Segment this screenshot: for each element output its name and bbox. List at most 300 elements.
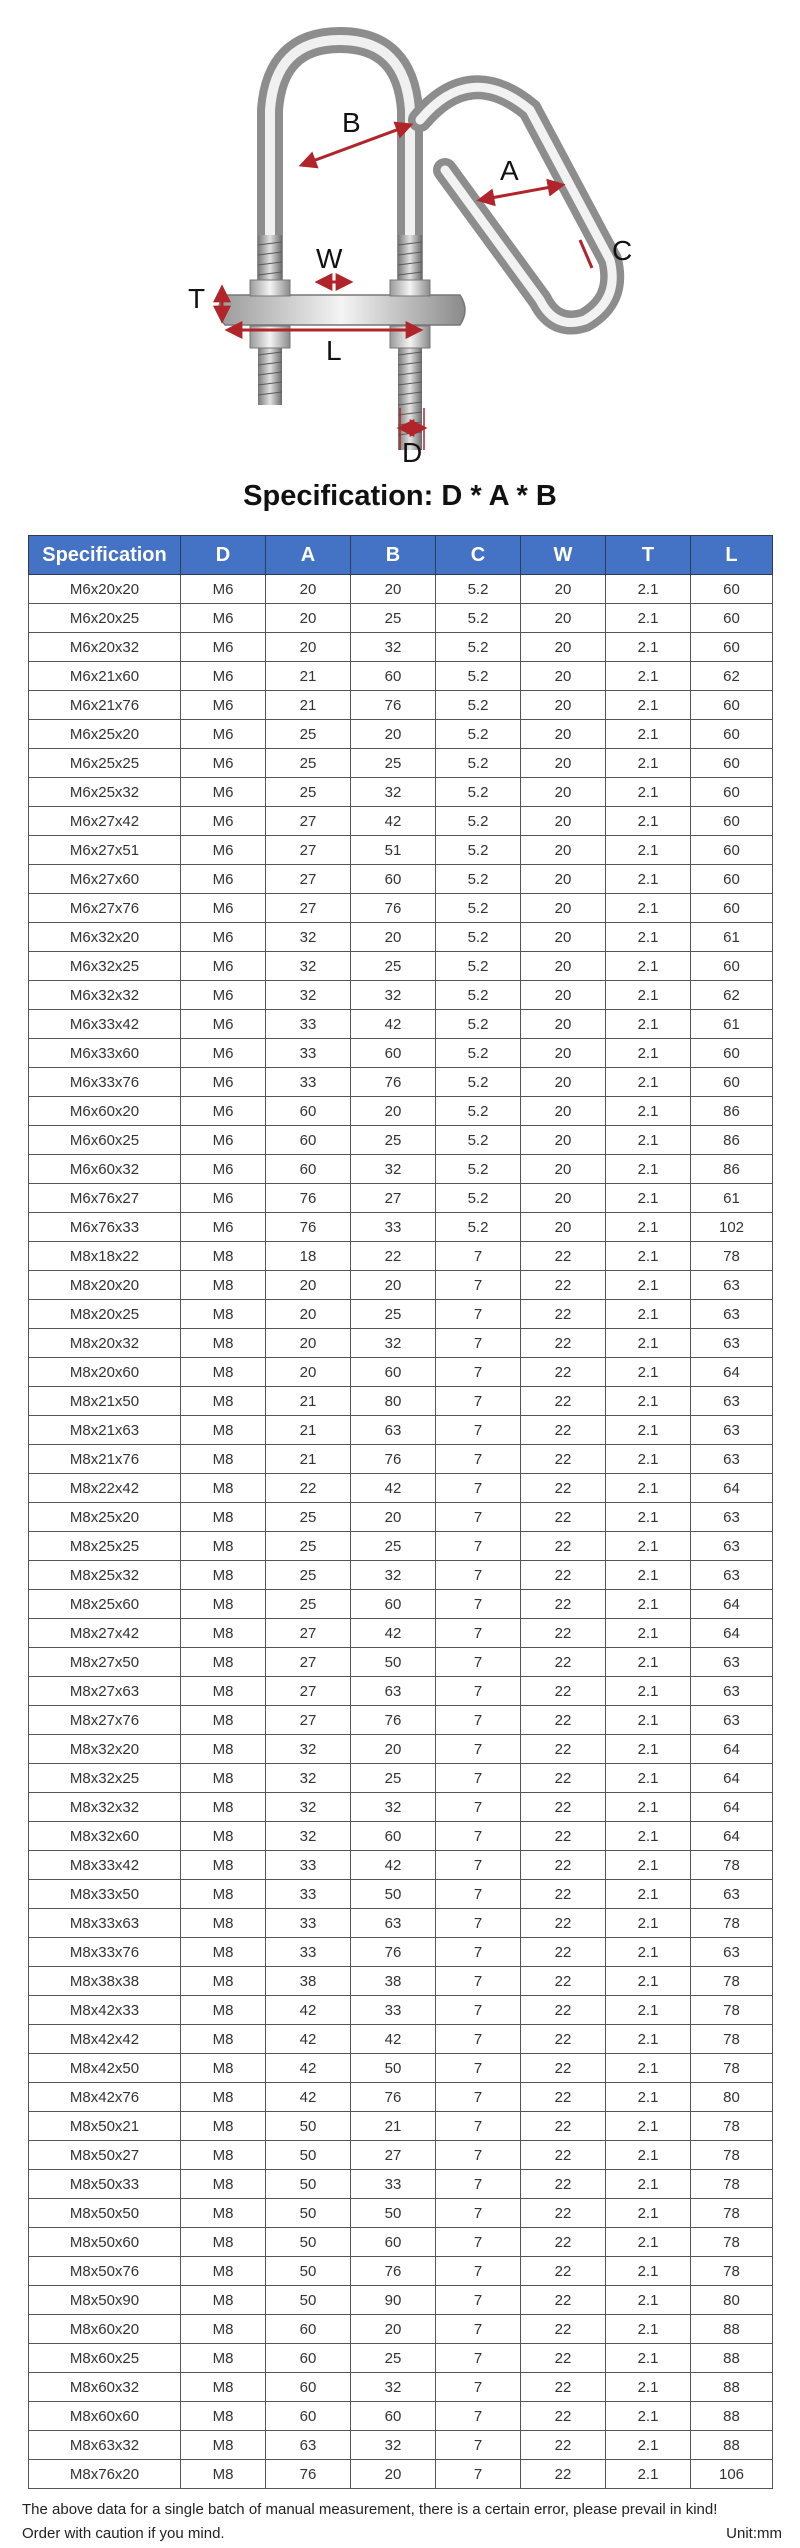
table-cell-specification: M8x33x76 [29, 1938, 181, 1967]
table-cell-c: 7 [436, 2460, 521, 2489]
table-cell-specification: M8x60x32 [29, 2373, 181, 2402]
table-cell-l: 63 [691, 1445, 773, 1474]
table-row [29, 1068, 773, 1097]
table-cell-specification: M8x27x50 [29, 1648, 181, 1677]
table-cell-l: 63 [691, 1648, 773, 1677]
table-cell-l: 88 [691, 2315, 773, 2344]
table-cell-d: M8 [181, 2344, 266, 2373]
table-cell-t: 2.1 [606, 2402, 691, 2431]
table-cell-t: 2.1 [606, 1793, 691, 1822]
table-cell-l: 106 [691, 2460, 773, 2489]
table-row [29, 865, 773, 894]
table-cell-w: 22 [521, 2228, 606, 2257]
table-cell-b: 20 [351, 1735, 436, 1764]
table-cell-l: 63 [691, 1880, 773, 1909]
table-cell-d: M6 [181, 1184, 266, 1213]
table-cell-b: 32 [351, 1155, 436, 1184]
table-cell-c: 7 [436, 2257, 521, 2286]
table-row [29, 894, 773, 923]
table-cell-a: 25 [266, 1503, 351, 1532]
table-cell-specification: M8x42x50 [29, 2054, 181, 2083]
table-cell-a: 76 [266, 1184, 351, 1213]
table-cell-c: 7 [436, 1938, 521, 1967]
disclaimer-text: The above data for a single batch of manual measurement, there is a certain error, please prevail in kind! [22, 2501, 718, 2518]
table-cell-l: 64 [691, 1735, 773, 1764]
table-cell-c: 7 [436, 1909, 521, 1938]
table-cell-l: 78 [691, 1996, 773, 2025]
table-cell-l: 63 [691, 1706, 773, 1735]
table-row [29, 1329, 773, 1358]
table-cell-c: 5.2 [436, 778, 521, 807]
table-cell-specification: M6x60x32 [29, 1155, 181, 1184]
table-cell-d: M8 [181, 1445, 266, 1474]
table-cell-d: M8 [181, 2286, 266, 2315]
table-cell-c: 7 [436, 2025, 521, 2054]
table-cell-l: 78 [691, 2054, 773, 2083]
table-cell-d: M8 [181, 1706, 266, 1735]
table-cell-w: 22 [521, 2344, 606, 2373]
table-cell-c: 7 [436, 1648, 521, 1677]
table-row [29, 1996, 773, 2025]
table-cell-specification: M8x22x42 [29, 1474, 181, 1503]
table-cell-w: 20 [521, 633, 606, 662]
table-row [29, 720, 773, 749]
table-cell-t: 2.1 [606, 1735, 691, 1764]
table-cell-specification: M8x25x32 [29, 1561, 181, 1590]
table-cell-w: 22 [521, 2083, 606, 2112]
table-cell-c: 7 [436, 1300, 521, 1329]
table-cell-a: 27 [266, 894, 351, 923]
table-cell-t: 2.1 [606, 1619, 691, 1648]
table-cell-l: 62 [691, 662, 773, 691]
table-cell-t: 2.1 [606, 2460, 691, 2489]
table-cell-d: M8 [181, 1822, 266, 1851]
table-cell-t: 2.1 [606, 604, 691, 633]
table-cell-t: 2.1 [606, 1155, 691, 1184]
table-cell-specification: M6x76x33 [29, 1213, 181, 1242]
table-cell-w: 22 [521, 1880, 606, 1909]
table-cell-d: M8 [181, 2315, 266, 2344]
table-cell-t: 2.1 [606, 1010, 691, 1039]
table-cell-w: 20 [521, 720, 606, 749]
table-cell-d: M6 [181, 1097, 266, 1126]
table-row [29, 1300, 773, 1329]
table-cell-c: 7 [436, 2228, 521, 2257]
table-cell-a: 32 [266, 1793, 351, 1822]
table-row [29, 1822, 773, 1851]
table-cell-l: 63 [691, 1532, 773, 1561]
table-row [29, 1851, 773, 1880]
table-cell-l: 60 [691, 575, 773, 604]
table-cell-d: M6 [181, 1213, 266, 1242]
table-cell-b: 60 [351, 662, 436, 691]
table-cell-b: 50 [351, 1880, 436, 1909]
table-cell-l: 60 [691, 633, 773, 662]
table-cell-w: 22 [521, 1822, 606, 1851]
table-cell-w: 22 [521, 1503, 606, 1532]
table-cell-w: 22 [521, 1851, 606, 1880]
table-cell-specification: M6x20x20 [29, 575, 181, 604]
table-cell-b: 20 [351, 1097, 436, 1126]
table-cell-specification: M8x20x32 [29, 1329, 181, 1358]
table-cell-l: 61 [691, 1184, 773, 1213]
table-cell-c: 7 [436, 1822, 521, 1851]
table-cell-c: 5.2 [436, 662, 521, 691]
table-cell-a: 20 [266, 1329, 351, 1358]
table-cell-c: 7 [436, 1764, 521, 1793]
table-cell-d: M6 [181, 633, 266, 662]
table-cell-d: M8 [181, 2431, 266, 2460]
table-cell-specification: M8x20x60 [29, 1358, 181, 1387]
table-cell-w: 22 [521, 1416, 606, 1445]
table-cell-t: 2.1 [606, 2257, 691, 2286]
table-cell-c: 7 [436, 1590, 521, 1619]
table-cell-w: 22 [521, 1300, 606, 1329]
table-cell-b: 50 [351, 2199, 436, 2228]
table-cell-a: 42 [266, 2083, 351, 2112]
table-cell-specification: M6x76x27 [29, 1184, 181, 1213]
table-row [29, 1039, 773, 1068]
table-cell-w: 20 [521, 894, 606, 923]
table-cell-w: 22 [521, 1967, 606, 1996]
table-cell-c: 7 [436, 1474, 521, 1503]
table-cell-a: 50 [266, 2286, 351, 2315]
label-w: W [316, 243, 343, 274]
table-cell-b: 25 [351, 749, 436, 778]
table-cell-specification: M8x60x60 [29, 2402, 181, 2431]
table-cell-b: 76 [351, 1068, 436, 1097]
table-cell-l: 60 [691, 720, 773, 749]
table-cell-a: 38 [266, 1967, 351, 1996]
table-cell-a: 25 [266, 778, 351, 807]
table-cell-specification: M6x25x25 [29, 749, 181, 778]
table-cell-d: M8 [181, 1329, 266, 1358]
table-cell-c: 7 [436, 2286, 521, 2315]
table-cell-a: 32 [266, 952, 351, 981]
table-cell-d: M8 [181, 1938, 266, 1967]
table-cell-l: 60 [691, 691, 773, 720]
table-cell-specification: M6x21x76 [29, 691, 181, 720]
table-row [29, 2170, 773, 2199]
table-cell-d: M8 [181, 1474, 266, 1503]
table-row [29, 1938, 773, 1967]
table-row [29, 1735, 773, 1764]
table-cell-w: 22 [521, 1532, 606, 1561]
table-cell-t: 2.1 [606, 1358, 691, 1387]
table-cell-d: M8 [181, 1648, 266, 1677]
table-cell-w: 22 [521, 1764, 606, 1793]
table-cell-a: 60 [266, 1155, 351, 1184]
table-cell-d: M6 [181, 1039, 266, 1068]
table-cell-t: 2.1 [606, 2431, 691, 2460]
table-cell-d: M8 [181, 1300, 266, 1329]
table-cell-l: 88 [691, 2344, 773, 2373]
table-cell-t: 2.1 [606, 894, 691, 923]
table-cell-c: 7 [436, 1532, 521, 1561]
table-cell-w: 20 [521, 604, 606, 633]
table-cell-w: 20 [521, 575, 606, 604]
table-cell-a: 33 [266, 1010, 351, 1039]
table-cell-t: 2.1 [606, 981, 691, 1010]
table-cell-a: 60 [266, 1126, 351, 1155]
table-cell-c: 7 [436, 1851, 521, 1880]
table-cell-b: 25 [351, 1764, 436, 1793]
table-row [29, 981, 773, 1010]
table-cell-c: 5.2 [436, 749, 521, 778]
table-cell-specification: M8x50x76 [29, 2257, 181, 2286]
table-cell-c: 5.2 [436, 1010, 521, 1039]
table-cell-a: 27 [266, 1706, 351, 1735]
table-cell-d: M8 [181, 1532, 266, 1561]
table-row [29, 1271, 773, 1300]
table-cell-b: 51 [351, 836, 436, 865]
u-bolt-side-view [420, 87, 612, 322]
table-cell-c: 5.2 [436, 633, 521, 662]
table-cell-specification: M6x27x76 [29, 894, 181, 923]
table-cell-w: 22 [521, 2170, 606, 2199]
table-cell-b: 42 [351, 1010, 436, 1039]
table-cell-w: 22 [521, 1706, 606, 1735]
table-cell-b: 80 [351, 1387, 436, 1416]
column-header-w: W [521, 536, 606, 575]
table-cell-d: M8 [181, 2141, 266, 2170]
table-cell-specification: M8x42x33 [29, 1996, 181, 2025]
table-cell-b: 60 [351, 865, 436, 894]
table-cell-a: 20 [266, 604, 351, 633]
table-cell-c: 5.2 [436, 952, 521, 981]
table-cell-b: 25 [351, 604, 436, 633]
table-row [29, 923, 773, 952]
table-cell-c: 5.2 [436, 836, 521, 865]
column-header-d: D [181, 536, 266, 575]
label-t: T [188, 283, 206, 314]
table-cell-d: M6 [181, 923, 266, 952]
table-cell-specification: M6x27x42 [29, 807, 181, 836]
table-cell-b: 20 [351, 1271, 436, 1300]
table-row [29, 2402, 773, 2431]
table-row [29, 1184, 773, 1213]
table-cell-t: 2.1 [606, 1503, 691, 1532]
table-cell-specification: M8x76x20 [29, 2460, 181, 2489]
table-cell-d: M8 [181, 1735, 266, 1764]
table-cell-w: 22 [521, 1387, 606, 1416]
table-cell-b: 76 [351, 1706, 436, 1735]
table-cell-l: 88 [691, 2431, 773, 2460]
table-cell-b: 20 [351, 923, 436, 952]
table-cell-d: M8 [181, 1503, 266, 1532]
table-cell-l: 63 [691, 1561, 773, 1590]
table-cell-d: M6 [181, 691, 266, 720]
table-cell-w: 22 [521, 2315, 606, 2344]
table-cell-a: 60 [266, 2315, 351, 2344]
table-cell-t: 2.1 [606, 1387, 691, 1416]
table-cell-b: 63 [351, 1677, 436, 1706]
table-cell-l: 86 [691, 1155, 773, 1184]
table-cell-b: 60 [351, 1590, 436, 1619]
table-cell-b: 22 [351, 1242, 436, 1271]
table-row [29, 1764, 773, 1793]
table-cell-d: M8 [181, 2402, 266, 2431]
table-row [29, 1242, 773, 1271]
table-cell-w: 22 [521, 1938, 606, 1967]
table-cell-c: 7 [436, 2402, 521, 2431]
table-cell-l: 78 [691, 2025, 773, 2054]
table-cell-w: 20 [521, 1039, 606, 1068]
table-cell-c: 7 [436, 1445, 521, 1474]
table-cell-specification: M8x27x63 [29, 1677, 181, 1706]
table-cell-a: 20 [266, 1300, 351, 1329]
table-cell-specification: M8x21x76 [29, 1445, 181, 1474]
table-cell-w: 22 [521, 1445, 606, 1474]
table-cell-c: 5.2 [436, 807, 521, 836]
table-cell-a: 25 [266, 720, 351, 749]
table-cell-l: 80 [691, 2083, 773, 2112]
table-cell-a: 27 [266, 807, 351, 836]
table-cell-a: 60 [266, 2402, 351, 2431]
table-cell-w: 22 [521, 2054, 606, 2083]
table-cell-specification: M8x25x20 [29, 1503, 181, 1532]
table-cell-specification: M8x20x25 [29, 1300, 181, 1329]
table-row [29, 749, 773, 778]
table-row [29, 836, 773, 865]
table-cell-b: 25 [351, 2344, 436, 2373]
table-cell-d: M6 [181, 720, 266, 749]
table-cell-t: 2.1 [606, 1242, 691, 1271]
table-cell-specification: M8x20x20 [29, 1271, 181, 1300]
table-cell-b: 50 [351, 2054, 436, 2083]
table-cell-w: 20 [521, 1068, 606, 1097]
table-row [29, 2199, 773, 2228]
table-cell-d: M8 [181, 1909, 266, 1938]
table-cell-d: M6 [181, 1155, 266, 1184]
table-cell-w: 20 [521, 749, 606, 778]
table-cell-a: 20 [266, 575, 351, 604]
table-cell-c: 7 [436, 1329, 521, 1358]
table-cell-w: 22 [521, 2025, 606, 2054]
table-cell-l: 102 [691, 1213, 773, 1242]
table-cell-l: 78 [691, 2170, 773, 2199]
table-cell-l: 60 [691, 836, 773, 865]
table-cell-w: 20 [521, 981, 606, 1010]
table-cell-w: 22 [521, 2286, 606, 2315]
table-cell-w: 22 [521, 1474, 606, 1503]
table-cell-t: 2.1 [606, 2344, 691, 2373]
table-row [29, 1909, 773, 1938]
table-cell-t: 2.1 [606, 1329, 691, 1358]
table-cell-b: 32 [351, 1793, 436, 1822]
table-cell-t: 2.1 [606, 2228, 691, 2257]
table-cell-specification: M8x25x25 [29, 1532, 181, 1561]
table-cell-t: 2.1 [606, 662, 691, 691]
table-cell-w: 22 [521, 2373, 606, 2402]
column-header-c: C [436, 536, 521, 575]
table-cell-c: 5.2 [436, 923, 521, 952]
table-cell-c: 5.2 [436, 981, 521, 1010]
table-cell-t: 2.1 [606, 1068, 691, 1097]
table-cell-l: 63 [691, 1387, 773, 1416]
table-cell-c: 7 [436, 1271, 521, 1300]
table-cell-specification: M8x50x33 [29, 2170, 181, 2199]
table-row [29, 1416, 773, 1445]
table-row [29, 1474, 773, 1503]
table-cell-b: 60 [351, 1822, 436, 1851]
table-cell-a: 21 [266, 1416, 351, 1445]
table-cell-c: 7 [436, 2083, 521, 2112]
table-cell-specification: M8x21x50 [29, 1387, 181, 1416]
table-cell-specification: M8x42x76 [29, 2083, 181, 2112]
table-cell-t: 2.1 [606, 1706, 691, 1735]
table-cell-specification: M8x50x21 [29, 2112, 181, 2141]
table-cell-specification: M6x20x25 [29, 604, 181, 633]
table-cell-a: 32 [266, 923, 351, 952]
table-row [29, 1619, 773, 1648]
table-cell-t: 2.1 [606, 952, 691, 981]
table-cell-w: 22 [521, 2402, 606, 2431]
table-cell-a: 60 [266, 2373, 351, 2402]
table-cell-a: 18 [266, 1242, 351, 1271]
table-cell-w: 22 [521, 2431, 606, 2460]
table-cell-a: 33 [266, 1938, 351, 1967]
table-cell-a: 32 [266, 1822, 351, 1851]
table-cell-c: 7 [436, 1677, 521, 1706]
table-cell-l: 80 [691, 2286, 773, 2315]
table-cell-t: 2.1 [606, 1445, 691, 1474]
table-cell-l: 78 [691, 1967, 773, 1996]
table-cell-c: 5.2 [436, 1068, 521, 1097]
table-cell-l: 78 [691, 2228, 773, 2257]
table-cell-a: 27 [266, 1648, 351, 1677]
table-cell-a: 42 [266, 1996, 351, 2025]
table-cell-t: 2.1 [606, 1300, 691, 1329]
table-cell-b: 27 [351, 1184, 436, 1213]
table-cell-l: 60 [691, 1039, 773, 1068]
table-cell-specification: M8x32x32 [29, 1793, 181, 1822]
page-title: Specification: D * A * B [243, 480, 557, 512]
table-cell-b: 33 [351, 2170, 436, 2199]
table-cell-l: 86 [691, 1126, 773, 1155]
table-row [29, 575, 773, 604]
table-cell-specification: M6x20x32 [29, 633, 181, 662]
table-cell-w: 20 [521, 1010, 606, 1039]
specification-table [28, 535, 773, 2489]
table-cell-t: 2.1 [606, 1880, 691, 1909]
unit-label: Unit:mm [726, 2525, 782, 2542]
table-cell-b: 21 [351, 2112, 436, 2141]
table-cell-specification: M8x50x50 [29, 2199, 181, 2228]
table-cell-t: 2.1 [606, 778, 691, 807]
table-cell-c: 5.2 [436, 894, 521, 923]
table-row [29, 1126, 773, 1155]
table-cell-a: 50 [266, 2257, 351, 2286]
table-cell-l: 60 [691, 749, 773, 778]
table-row [29, 1097, 773, 1126]
table-cell-d: M8 [181, 1619, 266, 1648]
table-cell-w: 22 [521, 1648, 606, 1677]
table-cell-a: 32 [266, 1764, 351, 1793]
table-cell-c: 7 [436, 1880, 521, 1909]
table-cell-t: 2.1 [606, 1561, 691, 1590]
table-row [29, 1155, 773, 1184]
table-cell-b: 32 [351, 778, 436, 807]
table-cell-d: M8 [181, 2054, 266, 2083]
table-cell-d: M6 [181, 865, 266, 894]
table-cell-d: M8 [181, 1416, 266, 1445]
label-b: B [342, 107, 361, 138]
table-cell-c: 5.2 [436, 1039, 521, 1068]
table-cell-t: 2.1 [606, 1764, 691, 1793]
table-cell-t: 2.1 [606, 865, 691, 894]
table-cell-t: 2.1 [606, 1938, 691, 1967]
